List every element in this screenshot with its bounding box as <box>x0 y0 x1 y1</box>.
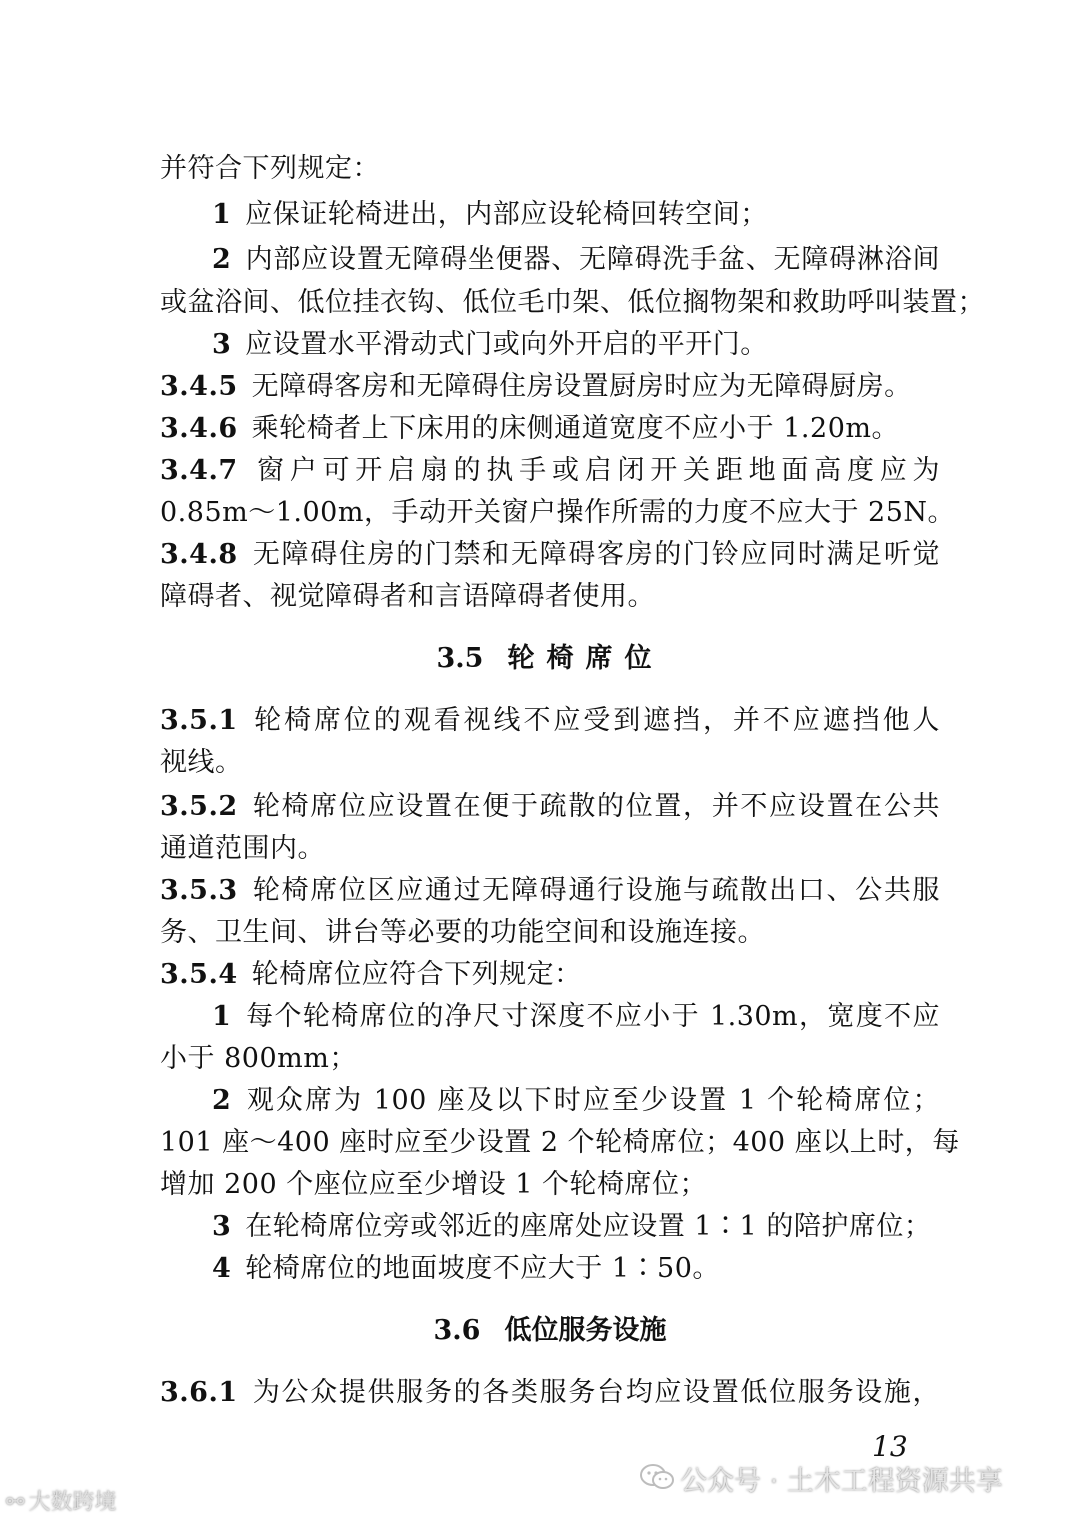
clause-number: 3.4.5 <box>160 371 238 402</box>
text-line: 视线。 <box>160 747 243 778</box>
clause-number: 3.5.4 <box>160 959 238 990</box>
clause-number: 3.5.3 <box>160 875 238 906</box>
clause: 3.5.1 轮椅席位的观看视线不应受到遮挡，并不应遮挡他人 <box>160 705 940 736</box>
text-line: 通道范围内。 <box>160 833 325 864</box>
clause: 3.5.4 轮椅席位应符合下列规定： <box>160 959 582 990</box>
item-number: 4 <box>212 1253 232 1284</box>
clause: 3.5.3 轮椅席位区应通过无障碍通行设施与疏散出口、公共服 <box>160 875 940 906</box>
list-item: 1 每个轮椅席位的净尺寸深度不应小于 1.30m，宽度不应 <box>212 1001 940 1032</box>
clause-number: 3.6.1 <box>160 1377 238 1408</box>
text-line: 障碍者、视觉障碍者和言语障碍者使用。 <box>160 581 655 612</box>
section-heading: 3.6 低位服务设施 <box>433 1315 667 1346</box>
clause-number: 3.5.2 <box>160 791 238 822</box>
clause: 3.4.7 窗户可开启扇的执手或启闭开关距地面高度应为 <box>160 455 940 486</box>
list-item: 2 观众席为 100 座及以下时应至少设置 1 个轮椅席位； <box>212 1085 940 1116</box>
wechat-icon <box>640 1463 674 1503</box>
clause-number: 3.5.1 <box>160 705 238 736</box>
list-item: 1 应保证轮椅进出，内部应设轮椅回转空间； <box>212 199 768 230</box>
list-item: 3 在轮椅席位旁或邻近的座席处应设置 1∶1 的陪护席位； <box>212 1211 932 1242</box>
text-line: 小于 800mm； <box>160 1043 357 1074</box>
chat-bubble-icon: ⚯ <box>6 1490 25 1515</box>
text-line: 并符合下列规定： <box>160 153 380 184</box>
text-line: 0.85m～1.00m，手动开关窗户操作所需的力度不应大于 25N。 <box>160 497 956 528</box>
list-item: 4 轮椅席位的地面坡度不应大于 1∶50。 <box>212 1253 720 1284</box>
item-number: 1 <box>212 1001 232 1032</box>
clause: 3.5.2 轮椅席位应设置在便于疏散的位置，并不应设置在公共 <box>160 791 940 822</box>
clause-number: 3.4.8 <box>160 539 238 570</box>
item-number: 2 <box>212 1085 232 1116</box>
item-number: 3 <box>212 329 232 360</box>
clause: 3.4.5 无障碍客房和无障碍住房设置厨房时应为无障碍厨房。 <box>160 371 912 402</box>
item-number: 2 <box>212 244 232 275</box>
item-number: 1 <box>212 199 232 230</box>
page-number: 13 <box>872 1430 908 1463</box>
list-item: 2 内部应设置无障碍坐便器、无障碍洗手盆、无障碍淋浴间 <box>212 244 940 275</box>
clause: 3.6.1 为公众提供服务的各类服务台均应设置低位服务设施， <box>160 1377 940 1408</box>
text-line: 增加 200 个座位应至少增设 1 个轮椅席位； <box>160 1169 708 1200</box>
watermark-right: 公众号 · 土木工程资源共享 <box>640 1462 1003 1503</box>
text-line: 或盆浴间、低位挂衣钩、低位毛巾架、低位搁物架和救助呼叫装置； <box>160 287 985 318</box>
watermark-left: ⚯ 大数跨境 <box>6 1490 117 1515</box>
text-line: 101 座～400 座时应至少设置 2 个轮椅席位；400 座以上时，每 <box>160 1127 960 1158</box>
list-item: 3 应设置水平滑动式门或向外开启的平开门。 <box>212 329 768 360</box>
text-line: 务、卫生间、讲台等必要的功能空间和设施连接。 <box>160 917 765 948</box>
clause: 3.4.6 乘轮椅者上下床用的床侧通道宽度不应小于 1.20m。 <box>160 413 899 444</box>
clause-number: 3.4.7 <box>160 455 238 486</box>
section-heading: 3.5 轮椅席位 <box>436 643 664 674</box>
item-number: 3 <box>212 1211 232 1242</box>
clause-number: 3.4.6 <box>160 413 238 444</box>
clause: 3.4.8 无障碍住房的门禁和无障碍客房的门铃应同时满足听觉 <box>160 539 940 570</box>
